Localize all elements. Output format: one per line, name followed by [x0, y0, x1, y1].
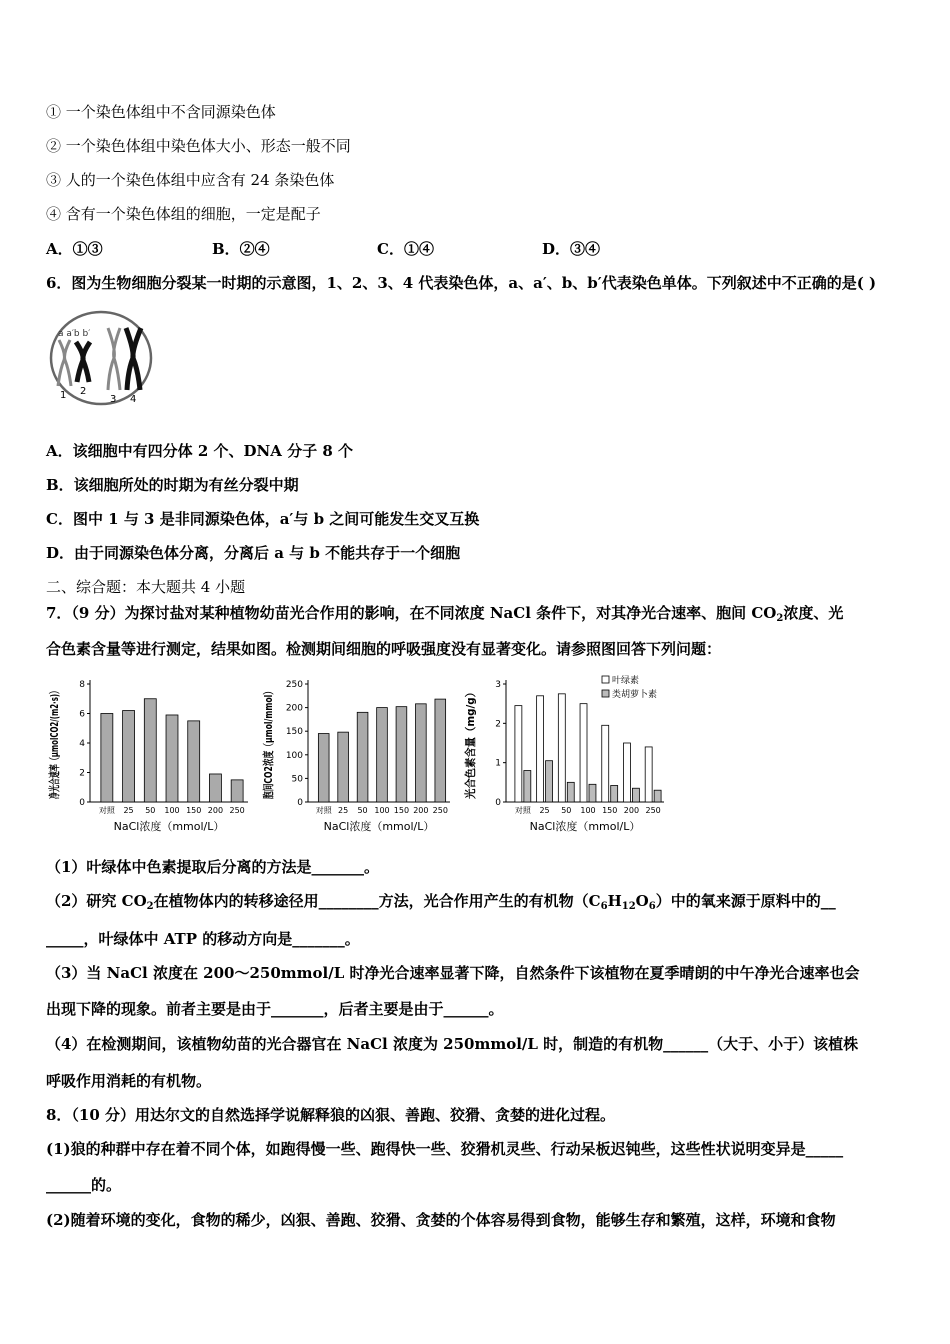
x-tick-label: 100 — [164, 806, 180, 815]
section-heading: 二、综合题：本大题共 4 小题 — [46, 578, 246, 596]
x-tick-label: 25 — [338, 806, 349, 815]
bar — [188, 721, 200, 802]
bar — [396, 707, 407, 802]
y-tick-label: 200 — [285, 703, 303, 714]
x-tick-label: 200 — [413, 806, 429, 815]
chromosome-figure — [46, 308, 156, 408]
y-tick-label: 6 — [79, 709, 85, 720]
bar — [524, 771, 531, 802]
y-axis-label: 胞间CO2浓度（μmol/mmol） — [262, 672, 275, 799]
x-tick-label: 50 — [561, 806, 572, 815]
q5-statement-1: ① 一个染色体组中不含同源染色体 — [46, 103, 276, 121]
x-axis-label: NaCl浓度（mmol/L） — [529, 820, 641, 833]
x-tick-label: 250 — [229, 806, 245, 815]
q5-statement-3: ③ 人的一个染色体组中应含有 24 条染色体 — [46, 171, 335, 189]
chart-pigment-content — [462, 672, 672, 837]
q5-statement-2: ② 一个染色体组中染色体大小、形态一般不同 — [46, 137, 351, 155]
q7-part3-line2: 出现下降的现象。前者主要是由于_______，后者主要是由于______。 — [46, 1000, 504, 1018]
q7-part2-line1: （2）研究 $CO_2$在植物体内的转移途径用________方法，光合作用产生的有机物$(C_6H_{12}O_6)$中的氧来源于原料中的__ — [46, 892, 836, 912]
bar — [546, 761, 553, 802]
bar — [377, 708, 388, 802]
bar — [654, 790, 661, 802]
bar — [357, 712, 368, 802]
bar — [144, 699, 156, 802]
bar — [231, 780, 243, 802]
bar — [645, 747, 652, 802]
y-tick-label: 50 — [291, 774, 303, 785]
legend-swatch — [602, 676, 609, 683]
bar — [318, 734, 329, 802]
y-tick-label: 0 — [495, 798, 501, 808]
x-tick-label: 100 — [580, 806, 596, 815]
y-tick-label: 100 — [285, 750, 303, 761]
q7-part4-line2: 呼吸作用消耗的有机物。 — [46, 1072, 212, 1090]
bar — [416, 704, 427, 802]
x-tick-label: 对照 — [315, 806, 332, 815]
y-tick-label: 250 — [285, 680, 303, 690]
bar — [101, 714, 113, 803]
bar — [623, 743, 630, 802]
q7-part2-line2: _____，叶绿体中 ATP 的移动方向是_______。 — [46, 930, 360, 948]
x-axis-label: NaCl浓度（mmol/L） — [113, 820, 225, 833]
x-tick-label: 25 — [539, 806, 550, 815]
x-tick-label: 对照 — [514, 806, 531, 815]
q7-stem-line2: 合色素含量等进行测定，结果如图。检测期间细胞的呼吸强度没有显著变化。请参照图回答下列问题： — [46, 640, 722, 658]
x-tick-label: 50 — [145, 806, 156, 815]
q8-part1-line1: (1)狼的种群中存在着不同个体，如跑得慢一些、跑得快一些、狡猾机灵些、行动呆板迟钝些，这些性状说明变异是_____ — [46, 1140, 844, 1158]
bar — [632, 788, 639, 802]
y-axis-label: 净光合速率（μmolCO2/(m2·s)） — [48, 672, 61, 799]
q5-statement-4: ④ 含有一个染色体组的细胞，一定是配子 — [46, 205, 321, 223]
legend-label: 叶绿素 — [612, 676, 640, 686]
y-tick-label: 2 — [495, 719, 501, 730]
x-tick-label: 25 — [123, 806, 134, 815]
q5-option-d: D．③④ — [542, 240, 601, 258]
y-axis-label: 光合色素含量（mg/g） — [464, 679, 477, 799]
legend-swatch — [602, 690, 609, 697]
bar — [567, 782, 574, 802]
bar — [558, 694, 565, 802]
y-tick-label: 4 — [79, 739, 85, 749]
q6-option-a: A．该细胞中有四分体 2 个、DNA 分子 8 个 — [46, 442, 353, 460]
bar — [589, 784, 596, 802]
chromatid-labels: a a′b b′ — [58, 329, 91, 339]
y-tick-label: 2 — [79, 768, 85, 779]
q7-part4-line1: （4）在检测期间，该植物幼苗的光合器官在 NaCl 浓度为 250mmol/L 时，制造的有机物______（大于、小于）该植株 — [46, 1035, 859, 1053]
q5-option-c: C．①④ — [377, 240, 434, 258]
bar — [209, 774, 221, 802]
q5-option-a: A．①③ — [46, 240, 103, 258]
chart-intercellular-co2 — [258, 672, 458, 837]
chromosome-label-4: 4 — [130, 394, 137, 405]
bar — [123, 711, 135, 802]
y-tick-label: 0 — [79, 798, 85, 808]
bar — [435, 699, 446, 802]
x-tick-label: 250 — [432, 806, 448, 815]
x-tick-label: 200 — [207, 806, 224, 815]
x-tick-label: 50 — [357, 806, 368, 815]
chromosome-label-3: 3 — [110, 394, 117, 405]
chromosome-3 — [108, 328, 120, 390]
q6-option-c: C．图中 1 与 3 是非同源染色体，a′与 b 之间可能发生交叉互换 — [46, 510, 480, 528]
bar — [537, 696, 544, 802]
q6-stem: 6．图为生物细胞分裂某一时期的示意图，1、2、3、4 代表染色体，a、a′、b、b′代表染色单体。下列叙述中不正确的是( ) — [46, 274, 877, 292]
q7-part3-line1: （3）当 NaCl 浓度在 200～250mmol/L 时净光合速率显著下降，自然条件下该植物在夏季晴朗的中午净光合速率也会 — [46, 964, 860, 982]
q6-option-b: B．该细胞所处的时期为有丝分裂中期 — [46, 476, 299, 494]
q7-stem-line1: 7．（9 分）为探讨盐对某种植物幼苗光合作用的影响，在不同浓度 NaCl 条件下，对其净光合速率、胞间 $CO_2$浓度、光 — [46, 604, 844, 624]
bar — [515, 706, 522, 802]
q6-option-d: D．由于同源染色体分离，分离后 a 与 b 不能共存于一个细胞 — [46, 544, 461, 562]
q7-part1: （1）叶绿体中色素提取后分离的方法是_______。 — [46, 858, 379, 876]
chromosome-4 — [126, 328, 141, 390]
bar — [338, 732, 349, 802]
y-tick-label: 150 — [285, 727, 303, 738]
chart-net-photosynthesis — [46, 672, 256, 837]
chromosome-label-1: 1 — [60, 390, 67, 401]
y-tick-label: 3 — [495, 680, 501, 690]
x-tick-label: 150 — [186, 806, 202, 815]
y-tick-label: 8 — [79, 680, 85, 690]
x-tick-label: 150 — [393, 806, 410, 815]
legend-label: 类胡萝卜素 — [612, 690, 658, 700]
x-tick-label: 200 — [623, 806, 640, 815]
chromosome-label-2: 2 — [80, 386, 87, 397]
q5-option-b: B．②④ — [212, 240, 270, 258]
y-tick-label: 1 — [495, 758, 501, 769]
bar — [166, 715, 178, 802]
bar — [602, 725, 609, 802]
x-tick-label: 100 — [374, 806, 390, 815]
q8-stem: 8．（10 分）用达尔文的自然选择学说解释狼的凶狠、善跑、狡猾、贪婪的进化过程。 — [46, 1106, 616, 1124]
bar — [611, 785, 618, 802]
x-tick-label: 对照 — [98, 806, 115, 815]
x-axis-label: NaCl浓度（mmol/L） — [323, 820, 435, 833]
x-tick-label: 250 — [645, 806, 661, 815]
chromosome-2 — [76, 342, 90, 382]
q8-part2-line1: (2)随着环境的变化，食物的稀少，凶狠、善跑、狡猾、贪婪的个体容易得到食物，能够生存和繁殖，这样，环境和食物 — [46, 1211, 836, 1229]
chromosome-1 — [58, 340, 71, 386]
q8-part1-line2: ______的。 — [46, 1176, 122, 1194]
y-tick-label: 0 — [297, 798, 303, 808]
x-tick-label: 150 — [602, 806, 618, 815]
bar — [580, 704, 587, 802]
